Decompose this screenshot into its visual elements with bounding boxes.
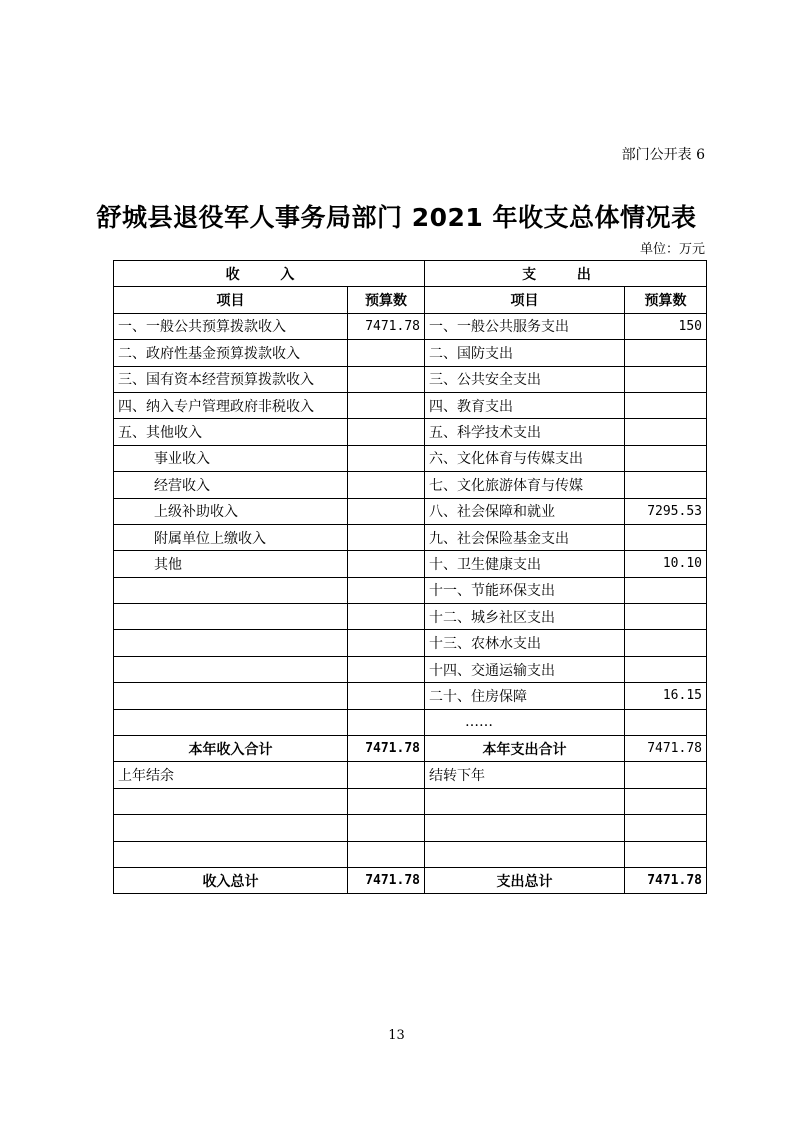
income-value: 7471.78 xyxy=(348,313,425,339)
prior-year-balance-label: 上年结余 xyxy=(114,762,348,788)
income-item: 二、政府性基金预算拨款收入 xyxy=(114,340,348,366)
income-value xyxy=(348,445,425,471)
income-item: 经营收入 xyxy=(114,472,348,498)
expense-budget-column-header: 预算数 xyxy=(625,287,707,313)
expense-item: 十三、农林水支出 xyxy=(425,630,625,656)
empty-cell xyxy=(625,788,707,814)
table-row xyxy=(114,683,707,709)
table-row xyxy=(114,604,707,630)
empty-cell xyxy=(625,841,707,867)
expense-value xyxy=(625,340,707,366)
income-item xyxy=(114,577,348,603)
income-value xyxy=(348,366,425,392)
income-section-header: 收 入 xyxy=(114,261,425,287)
expense-item: …… xyxy=(425,709,625,735)
income-item: 附属单位上缴收入 xyxy=(114,524,348,550)
expense-item: 四、教育支出 xyxy=(425,392,625,418)
empty-cell xyxy=(425,841,625,867)
expense-item: 九、社会保险基金支出 xyxy=(425,524,625,550)
table-row xyxy=(114,551,707,577)
expense-item: 一、一般公共服务支出 xyxy=(425,313,625,339)
table-row xyxy=(114,841,707,867)
year-expense-total-label: 本年支出合计 xyxy=(425,736,625,762)
expense-value xyxy=(625,524,707,550)
income-value xyxy=(348,709,425,735)
income-value xyxy=(348,551,425,577)
income-item xyxy=(114,683,348,709)
income-item xyxy=(114,630,348,656)
year-total-row xyxy=(114,736,707,762)
income-item: 事业收入 xyxy=(114,445,348,471)
expense-item: 七、文化旅游体育与传媒 xyxy=(425,472,625,498)
page-number: 13 xyxy=(388,1028,405,1043)
table-row xyxy=(114,630,707,656)
table-row xyxy=(114,815,707,841)
table-row xyxy=(114,472,707,498)
income-value xyxy=(348,683,425,709)
expense-value xyxy=(625,419,707,445)
budget-table xyxy=(113,260,707,894)
table-row xyxy=(114,709,707,735)
empty-cell xyxy=(114,841,348,867)
expense-value xyxy=(625,604,707,630)
expense-value: 7295.53 xyxy=(625,498,707,524)
table-row xyxy=(114,498,707,524)
income-budget-column-header: 预算数 xyxy=(348,287,425,313)
table-row xyxy=(114,577,707,603)
income-value xyxy=(348,524,425,550)
income-item-column-header: 项目 xyxy=(114,287,348,313)
form-number: 部门公开表 6 xyxy=(621,147,705,163)
income-item: 四、纳入专户管理政府非税收入 xyxy=(114,392,348,418)
table-row xyxy=(114,445,707,471)
income-item xyxy=(114,656,348,682)
income-item: 其他 xyxy=(114,551,348,577)
expense-item: 十一、节能环保支出 xyxy=(425,577,625,603)
expense-item: 二、国防支出 xyxy=(425,340,625,366)
income-item: 上级补助收入 xyxy=(114,498,348,524)
income-value xyxy=(348,419,425,445)
table-row xyxy=(114,392,707,418)
income-value xyxy=(348,340,425,366)
expense-grand-total-label: 支出总计 xyxy=(425,867,625,893)
year-income-total-value: 7471.78 xyxy=(348,736,425,762)
unit-label: 单位：万元 xyxy=(639,242,705,257)
year-income-total-label: 本年收入合计 xyxy=(114,736,348,762)
expense-value xyxy=(625,366,707,392)
expense-value: 16.15 xyxy=(625,683,707,709)
income-item: 三、国有资本经营预算拨款收入 xyxy=(114,366,348,392)
expense-value xyxy=(625,577,707,603)
income-item xyxy=(114,604,348,630)
income-grand-total-value: 7471.78 xyxy=(348,867,425,893)
table-row xyxy=(114,313,707,339)
expense-item: 十、卫生健康支出 xyxy=(425,551,625,577)
income-value xyxy=(348,630,425,656)
page-title: 舒城县退役军人事务局部门 2021 年收支总体情况表 xyxy=(96,203,697,232)
expense-value xyxy=(625,472,707,498)
column-header-row xyxy=(114,287,707,313)
expense-value: 10.10 xyxy=(625,551,707,577)
income-item xyxy=(114,709,348,735)
expense-item-column-header: 项目 xyxy=(425,287,625,313)
empty-cell xyxy=(425,788,625,814)
income-value xyxy=(348,656,425,682)
expense-value xyxy=(625,709,707,735)
income-value xyxy=(348,604,425,630)
expense-item: 三、公共安全支出 xyxy=(425,366,625,392)
table-row xyxy=(114,524,707,550)
income-item: 一、一般公共预算拨款收入 xyxy=(114,313,348,339)
expense-item: 五、科学技术支出 xyxy=(425,419,625,445)
table-row xyxy=(114,788,707,814)
empty-cell xyxy=(348,815,425,841)
income-value xyxy=(348,498,425,524)
empty-cell xyxy=(114,788,348,814)
expense-grand-total-value: 7471.78 xyxy=(625,867,707,893)
empty-cell xyxy=(425,815,625,841)
income-item: 五、其他收入 xyxy=(114,419,348,445)
year-expense-total-value: 7471.78 xyxy=(625,736,707,762)
empty-cell xyxy=(114,815,348,841)
income-value xyxy=(348,392,425,418)
expense-item: 八、社会保障和就业 xyxy=(425,498,625,524)
table-row xyxy=(114,366,707,392)
carry-forward-value xyxy=(625,762,707,788)
prior-year-balance-value xyxy=(348,762,425,788)
table-row xyxy=(114,340,707,366)
expense-item: 二十、住房保障 xyxy=(425,683,625,709)
empty-cell xyxy=(625,815,707,841)
grand-total-row xyxy=(114,867,707,893)
expense-value xyxy=(625,630,707,656)
expense-section-header: 支 出 xyxy=(425,261,707,287)
section-header-row xyxy=(114,261,707,287)
expense-item: 六、文化体育与传媒支出 xyxy=(425,445,625,471)
expense-value xyxy=(625,445,707,471)
empty-cell xyxy=(348,841,425,867)
table-row xyxy=(114,419,707,445)
table-row xyxy=(114,656,707,682)
expense-item: 十二、城乡社区支出 xyxy=(425,604,625,630)
carry-forward-label: 结转下年 xyxy=(425,762,625,788)
income-grand-total-label: 收入总计 xyxy=(114,867,348,893)
expense-value xyxy=(625,392,707,418)
expense-value xyxy=(625,656,707,682)
expense-value: 150 xyxy=(625,313,707,339)
empty-cell xyxy=(348,788,425,814)
income-value xyxy=(348,577,425,603)
expense-item: 十四、交通运输支出 xyxy=(425,656,625,682)
carry-over-row xyxy=(114,762,707,788)
income-value xyxy=(348,472,425,498)
